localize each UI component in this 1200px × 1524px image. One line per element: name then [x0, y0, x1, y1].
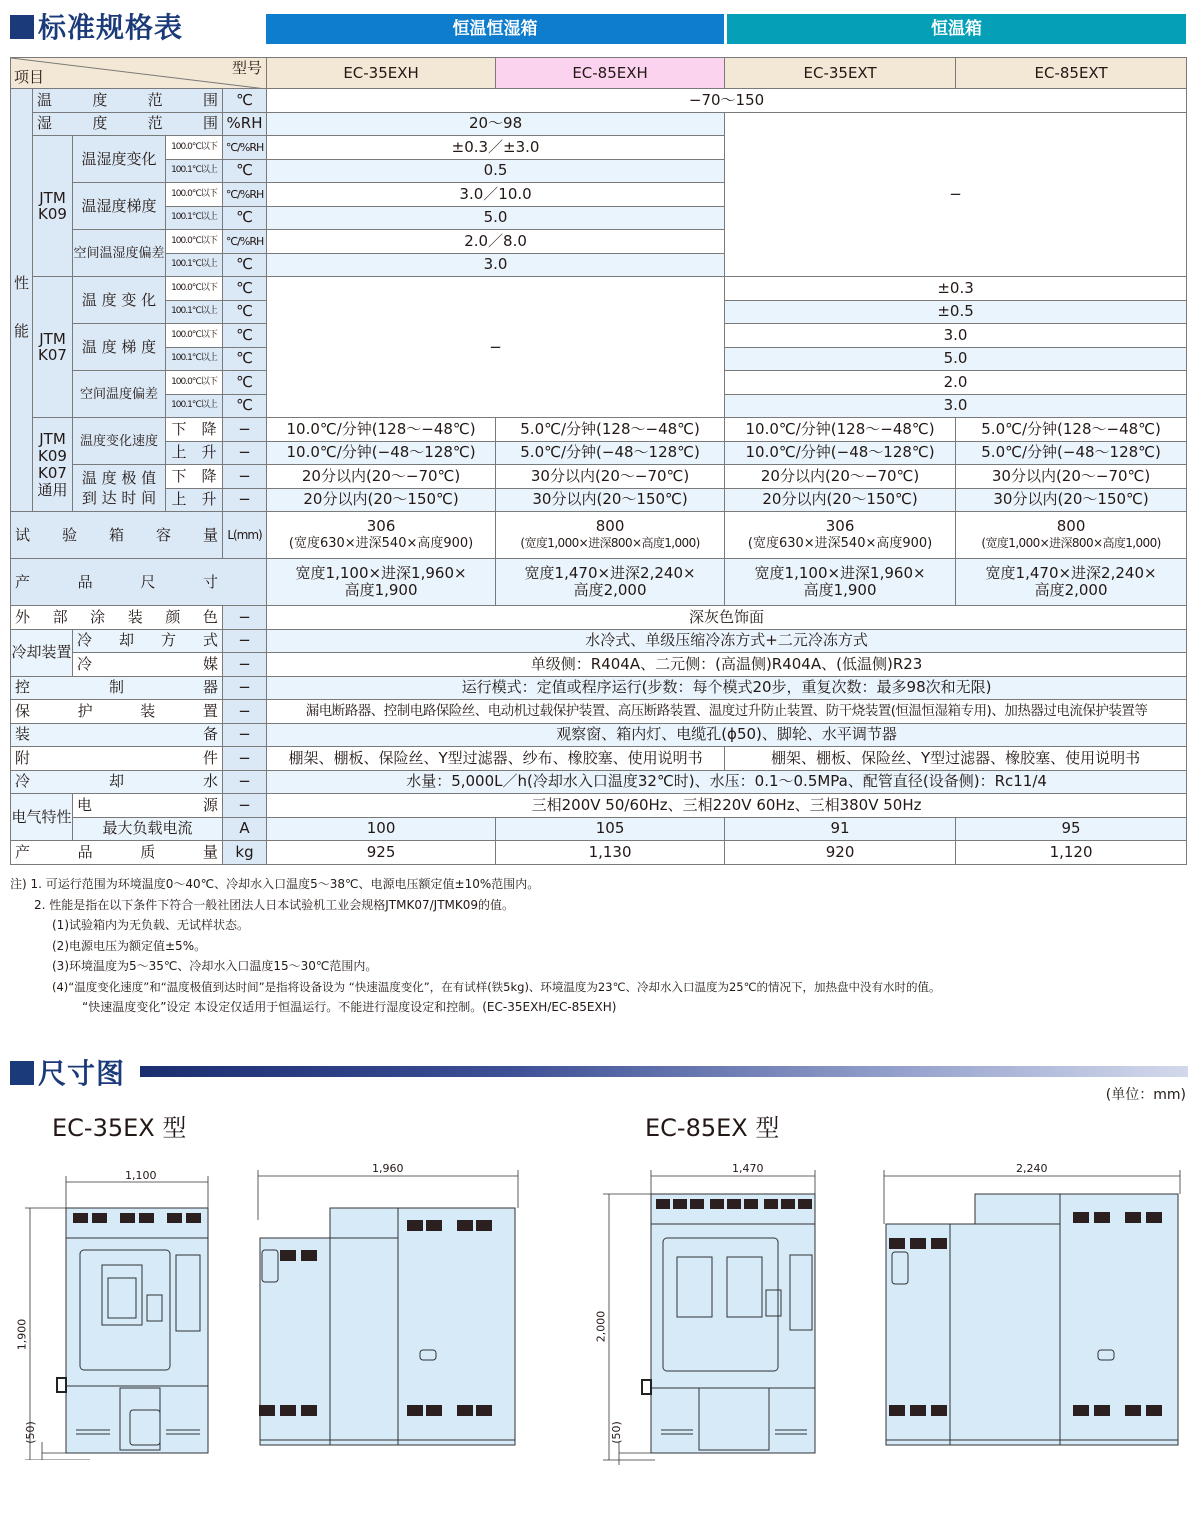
cooling-method-value: 水冷式、单级压缩冷冻方式+二元冷冻方式 — [267, 629, 1187, 653]
note-line: 注) 1. 可运行范围为环境温度0～40℃、冷却水入口温度5～38℃、电源电压额定值±10%范围内。 — [10, 877, 540, 891]
unit: ℃ — [223, 206, 267, 230]
size-line2: 高度1,900 — [344, 581, 418, 599]
capacity-label — [11, 512, 223, 559]
value: 5.0℃/分钟(128～−48℃) — [496, 418, 725, 442]
above-100-label: 100.1℃以上 — [166, 206, 223, 230]
k09-row-label: 空间温湿度偏差 — [73, 230, 166, 277]
capacity-dims: (宽度1,000×进深800×高度1,000) — [520, 536, 700, 550]
power-value: 三相200V 50/60Hz、三相220V 60Hz、三相380V 50Hz — [267, 794, 1187, 818]
temp-range-label — [33, 89, 223, 113]
diagonal-line — [11, 58, 266, 89]
mass-value: 1,120 — [956, 841, 1187, 865]
humid-range-value: 20～98 — [267, 112, 725, 136]
c: 却 — [118, 631, 146, 650]
notes — [10, 874, 941, 1018]
size-line1: 宽度1,100×进深1,960× — [754, 564, 926, 582]
unit: ℃ — [223, 300, 267, 324]
up-label: 上 升 — [166, 488, 223, 512]
current-label: 最大负载电流 — [73, 817, 223, 841]
c: 备 — [202, 725, 218, 744]
ec35-front-drawing — [10, 1160, 220, 1460]
refrigerant-label — [73, 653, 223, 677]
humid-range-unit: %RH — [223, 112, 267, 136]
paint-label — [11, 606, 223, 630]
unit: − — [223, 794, 267, 818]
c: 护 — [77, 701, 115, 720]
humid-chamber-band: 恒温恒湿箱 — [266, 14, 724, 44]
title-gradient-rule — [140, 1066, 1188, 1077]
below-100-label: 100.0℃以下 — [166, 136, 223, 160]
value: 2.0／8.0 — [267, 230, 725, 254]
ec35-base-dim: (50) — [23, 1421, 37, 1444]
c: 附 — [15, 748, 115, 767]
spec-title-text: 标准规格表 — [38, 11, 184, 44]
perf-char-1: 性 — [13, 274, 29, 292]
capacity-cell — [956, 512, 1187, 559]
size-cell — [956, 559, 1187, 606]
cooling-water-value: 水量：5,000L／h(冷却水入口温度32℃时)、水压：0.1～0.5MPa、配管直径(设备侧)：Rc11/4 — [267, 770, 1187, 794]
c: 保 — [15, 701, 52, 720]
c: 控 — [15, 678, 68, 697]
value: 30分以内(20～−70℃) — [956, 465, 1187, 489]
c: 颜 — [165, 607, 190, 626]
c: 量 — [202, 525, 218, 544]
capacity-cell — [267, 512, 496, 559]
unit: − — [223, 418, 267, 442]
accessories-label — [11, 747, 223, 771]
performance-label — [11, 89, 33, 512]
k07-row-label: 空间温度偏差 — [73, 371, 166, 418]
equipment-value: 观察窗、箱内灯、电缆孔(ϕ50)、脚轮、水平调节器 — [267, 723, 1187, 747]
c: 装 — [15, 725, 115, 744]
size-label-row — [11, 559, 267, 606]
unit: − — [223, 465, 267, 489]
unit: − — [223, 676, 267, 700]
k07-row-label: 温 度 变 化 — [73, 277, 166, 324]
cooling-method-label — [73, 629, 223, 653]
header-corner — [11, 58, 267, 89]
unit: − — [223, 723, 267, 747]
note-line: (3)环境温度为5～35℃、冷却水入口温度15～30℃范围内。 — [52, 959, 378, 973]
jtm-k07-label: JTM K07 — [33, 277, 73, 418]
note-line: (4)“温度变化速度”和“温度极值到达时间”是指将设备设为 “快速温度变化”，在有试样(铁5kg)、环境温度为23℃、冷却水入口温度为25℃的情况下，加热盘中没有水时的值。 — [52, 979, 941, 994]
value: 2.0 — [725, 371, 1187, 395]
c: 验 — [61, 525, 91, 544]
note-line: (1)试验箱内为无负载、无试样状态。 — [52, 918, 249, 932]
c: 部 — [52, 607, 77, 626]
model-title-35: EC-35EX 型 — [52, 1114, 187, 1142]
c: 电 — [77, 795, 146, 814]
value: 5.0 — [267, 206, 725, 230]
accessories-humid: 棚架、棚板、保险丝、Y型过滤器、纱布、橡胶塞、使用说明书 — [267, 747, 725, 771]
ec85-front-drawing — [595, 1160, 825, 1465]
unit: − — [223, 488, 267, 512]
equipment-label — [11, 723, 223, 747]
value: 3.0 — [267, 253, 725, 277]
c: 品 — [77, 842, 115, 861]
unit: ℃ — [223, 253, 267, 277]
below-100-label: 100.0℃以下 — [166, 230, 223, 254]
model-ec35exh: EC-35EXH — [267, 58, 496, 89]
spec-table — [10, 57, 1187, 865]
ec85-base-dim: (50) — [609, 1421, 623, 1444]
above-100-label: 100.1℃以上 — [166, 300, 223, 324]
c: 制 — [108, 678, 162, 697]
capacity-cell — [725, 512, 956, 559]
unit: ℃/%RH — [223, 230, 267, 254]
value: 3.0 — [725, 394, 1187, 418]
c: 置 — [202, 701, 218, 720]
c: 温 — [37, 90, 70, 109]
temp-range-value: −70～150 — [267, 89, 1187, 113]
ec85-width-dim: 1,470 — [732, 1162, 764, 1175]
rate-label: 温度变化速度 — [73, 418, 166, 465]
unit: ℃ — [223, 159, 267, 183]
c: 产 — [15, 572, 31, 591]
size-line1: 宽度1,470×进深2,240× — [524, 564, 696, 582]
below-100-label: 100.0℃以下 — [166, 277, 223, 301]
dims-title — [10, 1052, 125, 1092]
controller-label — [11, 676, 223, 700]
below-100-label: 100.0℃以下 — [166, 183, 223, 207]
value: 10.0℃/分钟(−48～128℃) — [725, 441, 956, 465]
title-square-icon — [10, 1061, 34, 1085]
unit: ℃ — [223, 277, 267, 301]
c: 色 — [202, 607, 218, 626]
c: 度 — [92, 114, 126, 133]
protection-label — [11, 700, 223, 724]
capacity-unit: L(mm) — [223, 512, 267, 559]
header-item: 项目 — [14, 68, 45, 86]
paint-unit: − — [223, 606, 267, 630]
value: 5.0℃/分钟(128～−48℃) — [956, 418, 1187, 442]
above-100-label: 100.1℃以上 — [166, 253, 223, 277]
model-ec35ext: EC-35EXT — [725, 58, 956, 89]
c: 方 — [160, 631, 188, 650]
value: 20分以内(20～−70℃) — [725, 465, 956, 489]
up-label: 上 升 — [166, 441, 223, 465]
unit: ℃ — [223, 324, 267, 348]
unit: ℃/%RH — [223, 136, 267, 160]
capacity-value: 306 — [366, 517, 396, 535]
size-cell — [725, 559, 956, 606]
capacity-dims: (宽度630×进深540×高度900) — [288, 536, 474, 551]
c: 器 — [202, 678, 218, 697]
controller-value: 运行模式：定值或程序运行(步数：每个模式20步，重复次数：最多98次和无限) — [267, 676, 1187, 700]
unit: A — [223, 817, 267, 841]
cooling-label: 冷却装置 — [11, 629, 73, 676]
k07-row-label: 温 度 梯 度 — [73, 324, 166, 371]
below-100-label: 100.0℃以下 — [166, 371, 223, 395]
c: 水 — [202, 772, 218, 791]
c: 涂 — [90, 607, 115, 626]
unit: ℃/%RH — [223, 183, 267, 207]
value: ±0.5 — [725, 300, 1187, 324]
mass-value: 925 — [267, 841, 496, 865]
above-100-label: 100.1℃以上 — [166, 347, 223, 371]
protection-value: 漏电断路器、控制电路保险丝、电动机过载保护装置、高压断路装置、温度过升防止装置、防干烧装置(恒温恒湿箱专用)、加热器过电流保护装置等 — [267, 700, 1187, 724]
mass-label — [11, 841, 223, 865]
k09-row-label: 温湿度梯度 — [73, 183, 166, 230]
accessories-temp: 棚架、棚板、保险丝、Y型过滤器、橡胶塞、使用说明书 — [725, 747, 1187, 771]
reach-label: 温 度 极 值 到 达 时 间 — [73, 465, 166, 512]
c: 容 — [155, 525, 185, 544]
value: 3.0 — [725, 324, 1187, 348]
ec35-depth-dim: 1,960 — [372, 1162, 404, 1175]
temp-chamber-band: 恒温箱 — [727, 14, 1186, 44]
above-100-label: 100.1℃以上 — [166, 394, 223, 418]
capacity-value: 800 — [595, 517, 625, 535]
c: 尺 — [140, 572, 156, 591]
ec85-height-dim: 2,000 — [594, 1310, 608, 1343]
perf-char-2: 能 — [13, 322, 29, 340]
current-value: 95 — [956, 817, 1187, 841]
unit-note: (单位：mm) — [1105, 1087, 1186, 1103]
current-value: 105 — [496, 817, 725, 841]
model-title-85: EC-85EX 型 — [645, 1114, 780, 1142]
value: 5.0℃/分钟(−48～128℃) — [496, 441, 725, 465]
below-100-label: 100.0℃以下 — [166, 324, 223, 348]
size-cell — [496, 559, 725, 606]
unit: ℃ — [223, 394, 267, 418]
spec-title — [10, 6, 183, 46]
c: 范 — [147, 90, 181, 109]
ec85-side-drawing — [880, 1160, 1190, 1465]
c: 湿 — [37, 114, 70, 133]
unit: − — [223, 653, 267, 677]
value: 30分以内(20～150℃) — [496, 488, 725, 512]
size-line2: 高度2,000 — [1034, 581, 1108, 599]
down-label: 下 降 — [166, 465, 223, 489]
ec35-side-drawing — [250, 1160, 525, 1465]
c: 箱 — [108, 525, 138, 544]
capacity-dims: (宽度1,000×进深800×高度1,000) — [981, 536, 1161, 550]
jtm-k09-label: JTM K09 — [33, 136, 73, 277]
c: 冷 — [77, 631, 104, 650]
note-line: 2. 性能是指在以下条件下符合一般社团法人日本试验机工业会规格JTMK07/JTMK09的值。 — [34, 897, 515, 912]
c: 冷 — [15, 772, 68, 791]
size-line2: 高度2,000 — [573, 581, 647, 599]
ec35-width-dim: 1,100 — [125, 1169, 157, 1182]
capacity-dims: (宽度630×进深540×高度900) — [747, 536, 933, 551]
dims-title-text: 尺寸图 — [38, 1057, 126, 1090]
paint-value: 深灰色饰面 — [267, 606, 1187, 630]
unit: − — [223, 441, 267, 465]
temp-range-unit: ℃ — [223, 89, 267, 113]
c: 品 — [77, 572, 93, 591]
capacity-value: 800 — [1056, 517, 1086, 535]
size-line1: 宽度1,470×进深2,240× — [985, 564, 1157, 582]
electric-label: 电气特性 — [11, 794, 73, 841]
unit: − — [223, 770, 267, 794]
value: 3.0／10.0 — [267, 183, 725, 207]
exh-k07-na: − — [267, 277, 725, 418]
mass-value: 920 — [725, 841, 956, 865]
c: 产 — [15, 842, 52, 861]
humid-range-label — [33, 112, 223, 136]
value: 5.0 — [725, 347, 1187, 371]
size-cell — [267, 559, 496, 606]
value: ±0.3 — [725, 277, 1187, 301]
value: 20分以内(20～−70℃) — [267, 465, 496, 489]
value: 10.0℃/分钟(128～−48℃) — [725, 418, 956, 442]
unit: ℃ — [223, 347, 267, 371]
k09-row-label: 温湿度变化 — [73, 136, 166, 183]
c: 试 — [15, 525, 44, 544]
size-line1: 宽度1,100×进深1,960× — [295, 564, 467, 582]
c: 却 — [108, 772, 162, 791]
down-label: 下 降 — [166, 418, 223, 442]
value: 5.0℃/分钟(−48～128℃) — [956, 441, 1187, 465]
value: 20分以内(20～150℃) — [725, 488, 956, 512]
title-square-icon — [10, 15, 34, 39]
c: 质 — [140, 842, 177, 861]
c: 式 — [202, 631, 218, 650]
c: 装 — [127, 607, 152, 626]
c: 围 — [202, 114, 218, 133]
unit: ℃ — [223, 371, 267, 395]
c: 度 — [92, 90, 126, 109]
size-line2: 高度1,900 — [803, 581, 877, 599]
value: 30分以内(20～−70℃) — [496, 465, 725, 489]
ec35-height-dim: 1,900 — [15, 1318, 29, 1351]
ext-humid-na: − — [725, 112, 1187, 277]
model-ec85ext: EC-85EXT — [956, 58, 1187, 89]
note-line: (2)电源电压为额定值±5%。 — [52, 938, 207, 953]
cooling-water-label — [11, 770, 223, 794]
value: ±0.3／±3.0 — [267, 136, 725, 160]
value: 10.0℃/分钟(−48～128℃) — [267, 441, 496, 465]
c: 量 — [202, 842, 218, 861]
unit: kg — [223, 841, 267, 865]
value: 30分以内(20～150℃) — [956, 488, 1187, 512]
power-label — [73, 794, 223, 818]
model-ec85exh: EC-85EXH — [496, 58, 725, 89]
current-value: 91 — [725, 817, 956, 841]
c: 外 — [15, 607, 39, 626]
unit: − — [223, 700, 267, 724]
c: 装 — [140, 701, 177, 720]
unit: − — [223, 747, 267, 771]
c: 源 — [202, 795, 218, 814]
above-100-label: 100.1℃以上 — [166, 159, 223, 183]
c: 范 — [147, 114, 181, 133]
value: 20分以内(20～150℃) — [267, 488, 496, 512]
current-value: 100 — [267, 817, 496, 841]
header-model: 型号 — [232, 59, 263, 77]
jtm-common-label: JTM K09 K07 通用 — [33, 418, 73, 512]
mass-value: 1,130 — [496, 841, 725, 865]
refrigerant-value: 单级侧：R404A、二元侧：(高温侧)R404A、(低温侧)R23 — [267, 653, 1187, 677]
value: 10.0℃/分钟(128～−48℃) — [267, 418, 496, 442]
c: 件 — [202, 748, 218, 767]
c: 冷 — [77, 654, 146, 673]
c: 媒 — [202, 654, 218, 673]
capacity-value: 306 — [825, 517, 855, 535]
ec85-depth-dim: 2,240 — [1016, 1162, 1048, 1175]
unit: − — [223, 629, 267, 653]
value: 0.5 — [267, 159, 725, 183]
capacity-cell — [496, 512, 725, 559]
c: 寸 — [203, 572, 219, 591]
c: 围 — [202, 90, 218, 109]
note-line: “快速温度变化”设定 本设定仅适用于恒温运行。不能进行湿度设定和控制。(EC-35EXH/EC-85EXH) — [82, 1000, 617, 1014]
